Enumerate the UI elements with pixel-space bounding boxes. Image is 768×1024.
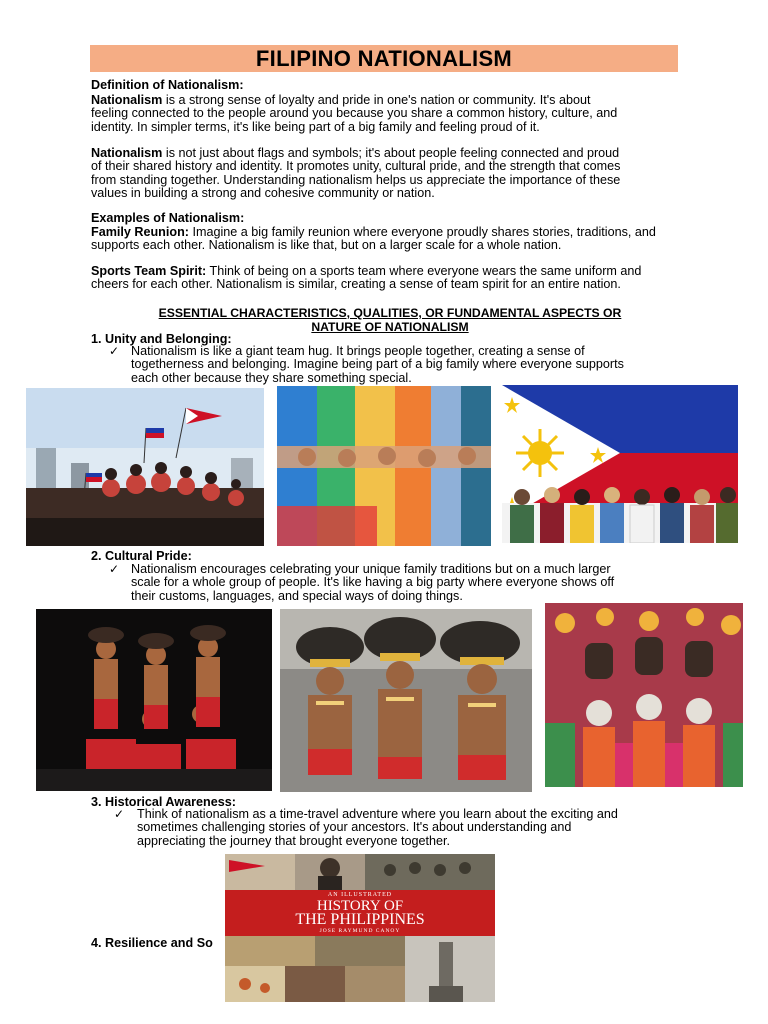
term-sports-team-spirit: Sports Team Spirit: <box>91 264 207 278</box>
definition-paragraph-2 <box>91 147 731 201</box>
check-icon: ✓ <box>114 807 125 821</box>
text-line: cheers for each other. Nationalism is similar, creating a sense of team spirit for an entire nation. <box>91 277 621 292</box>
check-icon: ✓ <box>109 344 120 358</box>
text-line: feeling connected to the people around you because you share a common history, culture, and <box>91 106 618 121</box>
definition-paragraph-1 <box>91 94 731 134</box>
heading-line: ESSENTIAL CHARACTERISTICS, QUALITIES, OR FUNDAMENTAL ASPECTS OR <box>158 306 622 320</box>
book-title-line-2: THE PHILIPPINES <box>295 911 425 928</box>
philippine-flag-photo <box>502 385 738 543</box>
text-line: is a strong sense of loyalty and pride in one's nation or community. It's about <box>162 93 591 107</box>
characteristics-heading <box>110 306 670 334</box>
text-line: from standing together. Understanding nationalism helps us appreciate the importance of these <box>91 172 621 187</box>
text-line: Think of being on a sports team where everyone wears the same uniform and <box>206 264 642 278</box>
text-line: identity. In simpler terms, it's like being part of a big family and feeling proud of it. <box>91 119 540 134</box>
unity-bullet <box>131 345 731 385</box>
crowd-with-flags-photo <box>26 388 264 546</box>
text-line: each other because they share something special. <box>131 370 412 385</box>
historical-awareness-bullet <box>137 808 737 848</box>
example-sports-team <box>91 265 731 292</box>
text-line: of their shared history and identity. It promotes unity, cultural pride, and the strength that comes <box>91 159 621 174</box>
text-line: is not just about flags and symbols; it's about people feeling connected and proud <box>162 146 620 160</box>
text-line: appreciating the journey that brought everyone together. <box>137 833 450 848</box>
check-icon: ✓ <box>109 562 120 576</box>
examples-heading: Examples of Nationalism: <box>91 211 245 225</box>
text-line: their customs, languages, and special ways of doing things. <box>131 588 463 603</box>
rainbow-hands-photo <box>277 386 491 546</box>
text-line: values in building a strong and cohesive community or nation. <box>91 186 435 201</box>
definition-heading: Definition of Nationalism: <box>91 78 244 92</box>
cultural-pride-bullet <box>131 563 731 603</box>
text-line: Nationalism encourages celebrating your unique family traditions but on a much larger <box>131 562 611 576</box>
text-line: Think of nationalism as a time-travel adventure where you learn about the exciting and <box>137 807 618 821</box>
example-family-reunion <box>91 226 731 253</box>
text-line: Nationalism is like a giant team hug. It brings people together, creating a sense of <box>131 344 585 358</box>
page-title: FILIPINO NATIONALISM <box>90 45 678 72</box>
masked-festival-photo <box>545 603 743 787</box>
unity-title: 1. Unity and Belonging: <box>91 332 232 346</box>
term-family-reunion: Family Reunion: <box>91 225 189 239</box>
text-line: sometimes challenging stories of your ancestors. It's about understanding and <box>137 820 572 835</box>
text-line: togetherness and belonging. Imagine being part of a big family where everyone supports <box>131 357 624 372</box>
text-line: supports each other. Nationalism is like that, but on a larger scale for a whole nation. <box>91 238 562 253</box>
tribal-dancers-photo <box>36 609 272 791</box>
text-line: Imagine a big family reunion where everyone proudly shares stories, traditions, and <box>188 225 656 239</box>
book-subtitle: AN ILLUSTRATED <box>327 892 393 898</box>
term-nationalism: Nationalism <box>91 146 163 160</box>
resilience-title: 4. Resilience and So <box>91 936 213 950</box>
festival-warriors-photo <box>280 609 532 792</box>
term-nationalism: Nationalism <box>91 93 163 107</box>
historical-awareness-title: 3. Historical Awareness: <box>91 795 236 809</box>
cultural-pride-title: 2. Cultural Pride: <box>91 549 192 563</box>
book-author: JOSE RAYMUND CANOY <box>319 928 401 934</box>
heading-line: NATURE OF NATIONALISM <box>311 320 469 334</box>
history-book-cover <box>225 854 495 1002</box>
book-title-line-1: HISTORY OF <box>316 898 404 914</box>
text-line: scale for a whole group of people. It's like having a big party where everyone shows off <box>131 575 615 590</box>
